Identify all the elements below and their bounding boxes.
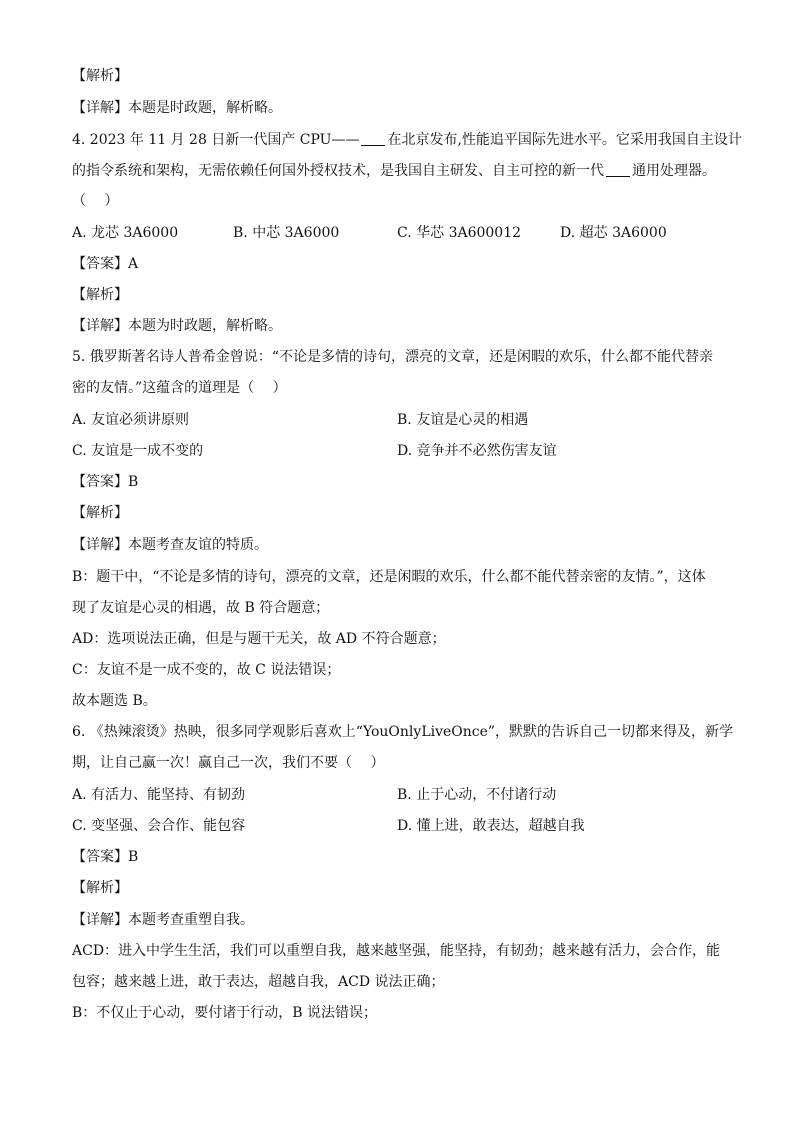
q6-explain-acd-line1: ACD：进入中学生生活，我们可以重塑自我，越来越坚强，能坚持，有韧劲；越来越有活力，会合作，能 [72, 943, 721, 959]
q6-explain-b: B：不仅止于心动，要付诸于行动，B 说法错误； [72, 1005, 378, 1021]
q5-option-c: C. 友谊是一成不变的 [72, 443, 204, 459]
q4-option-b: B. 中芯 3A6000 [233, 225, 340, 241]
q5-option-b: B. 友谊是心灵的相遇 [397, 412, 529, 428]
q4-analysis-label: 【解析】 [72, 287, 128, 303]
q5-stem-line1: 5. 俄罗斯著名诗人普希金曾说：“不论是多情的诗句，漂亮的文章，还是闲暇的欢乐，什么都不能代替亲 [72, 349, 713, 365]
q3-detail: 【详解】本题是时政题，解析略。 [72, 100, 282, 116]
q4-stem-line1: 4. 2023 年 11 月 28 日新一代国产 CPU—— 在北京发布,性能追平国际先进水平。它采用我国自主设计 [72, 132, 742, 148]
q5-explain-b-line2: 现了友谊是心灵的相遇，故 B 符合题意； [72, 600, 330, 616]
q4-option-d: D. 超芯 3A6000 [560, 225, 667, 241]
q3-analysis-label: 【解析】 [72, 68, 128, 84]
q5-explain-c: C：友谊不是一成不变的，故 C 说法错误； [72, 662, 341, 678]
fill-blank [606, 162, 630, 177]
q5-analysis-label: 【解析】 [72, 505, 128, 521]
q5-explain-ad: AD：选项说法正确，但是与题干无关，故 AD 不符合题意； [72, 631, 446, 647]
q6-stem-line2: 期，让自己赢一次！赢自己一次，我们不要（ ） [72, 755, 385, 771]
q6-explain-acd-line2: 包容；越来越上进，敢于表达，超越自我，ACD 说法正确； [72, 974, 445, 990]
q6-option-a: A. 有活力、能坚持、有韧劲 [72, 787, 246, 803]
q4-answer: 【答案】A [72, 256, 139, 272]
q5-explain-b-line1: B：题干中，“不论是多情的诗句，漂亮的文章，还是闲暇的欢乐，什么都不能代替亲密的友情。”，这体 [72, 569, 706, 585]
q6-option-d: D. 懂上进，敢表达，超越自我 [397, 818, 585, 834]
q6-option-c: C. 变坚强、会合作、能包容 [72, 818, 246, 834]
q4-detail: 【详解】本题为时政题，解析略。 [72, 318, 282, 334]
q5-option-a: A. 友谊必须讲原则 [72, 412, 190, 428]
q4-stem-line2: 的指令系统和架构，无需依赖任何国外授权技术，是我国自主研发、自主可控的新一代 通用处理器。 [72, 163, 716, 179]
q5-detail: 【详解】本题考查友谊的特质。 [72, 537, 268, 553]
q5-stem-line2: 密的友情。”这蕴含的道理是（ ） [72, 380, 287, 396]
q6-option-b: B. 止于心动，不付诸行动 [397, 787, 557, 803]
q4-option-c: C. 华芯 3A600012 [397, 225, 522, 241]
q4-paren: （ ） [72, 193, 119, 209]
q5-answer: 【答案】B [72, 474, 139, 490]
q4-option-a: A. 龙芯 3A6000 [72, 225, 179, 241]
q6-stem-line1: 6. 《热辣滚烫》热映，很多同学观影后喜欢上“YouOnlyLiveOnce”，默默的告诉自己一切都来得及，新学 [72, 724, 734, 740]
q5-conclusion: 故本题选 B。 [72, 693, 157, 709]
q6-answer: 【答案】B [72, 849, 139, 865]
fill-blank [361, 131, 385, 146]
q5-option-d: D. 竞争并不必然伤害友谊 [397, 443, 557, 459]
q6-analysis-label: 【解析】 [72, 880, 128, 896]
q6-detail: 【详解】本题考查重塑自我。 [72, 912, 254, 928]
